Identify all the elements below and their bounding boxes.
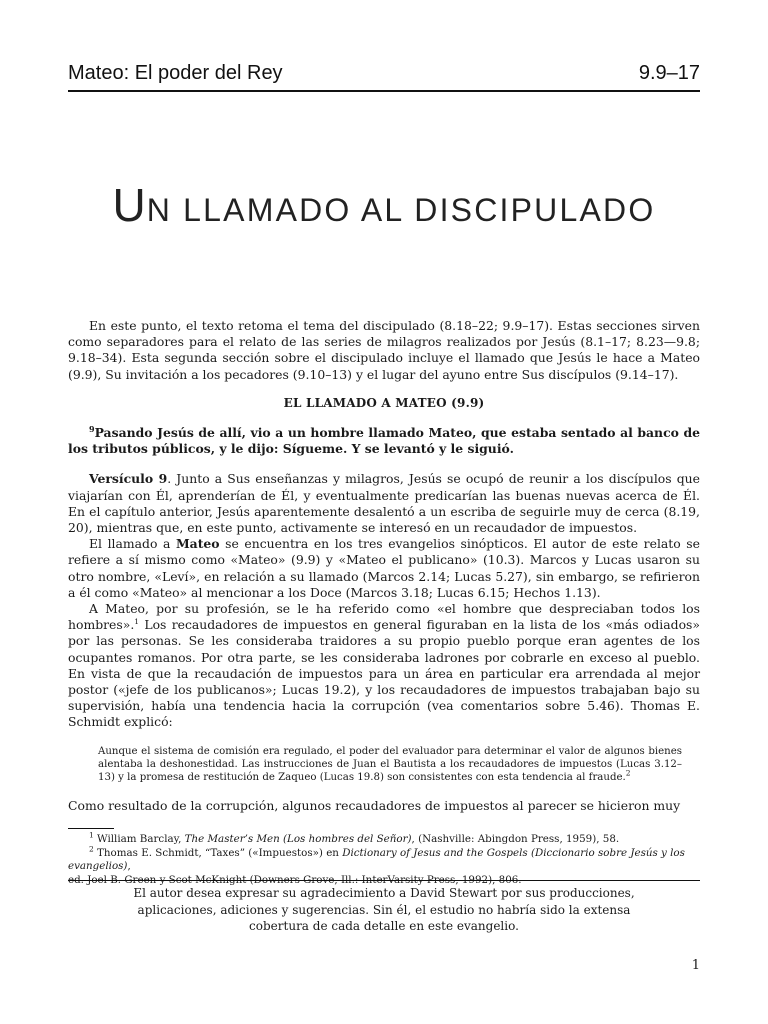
title-rest: N LLAMADO AL DISCIPULADO [146,192,656,228]
footnote-2-continued: ed. Joel B. Green y Scot McKnight (Downers Grove, Ill.: InterVarsity Press, 1992), 806. [68,873,522,886]
footnote-text: , (Nashville: Abingdon Press, 1959), 58. [411,833,620,845]
book-title: Mateo: El poder del Rey [68,62,283,84]
quote-text: Aunque el sistema de comisión era regulado, el poder del evaluador para determinar el valor de algunos bienes alentaba la deshonestidad. Las instrucciones de Juan el Bautista a los recaudadores de impuestos (Lucas 3.12–13) y la promesa de restitución de Zaqueo (Lucas 19.8) son consistentes con esta tendencia al fraude. [98,745,682,783]
paragraph-profession [68,601,700,731]
verse-number: 9 [89,423,95,434]
page-number: 1 [691,958,700,973]
footnote-text: Thomas E. Schmidt, “Taxes” («Impuestos») en [93,846,343,859]
footnote-title: The Master’s Men (Los hombres del Señor) [184,833,412,845]
scripture-verse [68,425,700,457]
footnote-mark: 2 [89,844,94,854]
paragraph-text: . Junto a Sus enseñanzas y milagros, Jesús se ocupó de reunir a los discípulos que viajarían con Él, aprenderían de Él, y eventualmente predicarían las buenas nuevas acerca de Él. En el capítulo anterior, Jesús aparentemente desalentó a un escriba de seguirle muy de cerca (8.19, 20), mientras que, en este punto, activamente se interesó en un recaudador de impuestos. [68,471,700,536]
verse-label: Versículo 9 [89,471,168,487]
acknowledgement-divider [68,880,700,881]
footnote-text: William Barclay, [93,833,185,845]
title-initial: U [112,179,147,231]
footnote-title: Dictionary of Jesus and the Gospels (Diccionario sobre Jesús y los evangelios) [68,846,685,872]
footnote-mark: 1 [89,830,94,840]
main-text [68,318,700,814]
footnotes [68,830,700,887]
acknowledgement-line: cobertura de cada detalle en este evangelio. [249,919,519,933]
chapter-title [0,178,768,232]
footnote-2 [68,844,700,874]
paragraph-text: Los recaudadores de impuestos en general figuraban en la lista de los «más odiados» por las personas. Se les consideraba traidores a su propio pueblo porque eran agentes de los ocupantes romanos. Por otra parte, se les consideraba ladrones por cobrarle en exceso al pueblo. En vista de que la recaudación de impuestos para un área en particular era arrendada al mejor postor («jefe de los publicanos»; Lucas 19.2), y los recaudadores de impuestos trabajaban bajo su supervisión, había una tendencia hacia la corrupción (vea comentarios sobre 5.46). Thomas E. Schmidt explicó: [68,617,700,730]
paragraph-text: A Mateo, por su profesión, se le ha referido como «el hombre que despreciaban todos los hombres». [68,601,700,633]
verse-text: Pasando Jesús de allí, vio a un hombre llamado Mateo, que estaba sentado al banco de los tributos públicos, y le dijo: Sígueme. Y se levantó y le siguió. [68,425,700,457]
continuing-paragraph: Como resultado de la corrupción, algunos recaudadores de impuestos al parecer se hicieron muy [68,797,681,813]
section-heading: EL LLAMADO A MATEO (9.9) [283,395,485,410]
acknowledgement-line: aplicaciones, adiciones y sugerencias. Sin él, el estudio no habría sido la extensa [137,902,631,917]
chapter-reference: 9.9–17 [638,62,700,84]
footnote-ref: 1 [134,617,140,627]
paragraph-text: El llamado a [89,536,176,552]
block-quote [98,745,682,784]
acknowledgement [68,885,700,935]
paragraph-verse-9 [68,471,700,536]
acknowledgement-line: El autor desea expresar su agradecimiento a David Stewart por sus producciones, [133,886,635,900]
intro-paragraph: En este punto, el texto retoma el tema del discipulado (8.18–22; 9.9–17). Estas secciones sirven como separadores para el relato de las series de milagros realizados por Jesús (8.1–17; 8.23—9.8; 9.18–34). Esta segunda sección sobre el discipulado incluye el llamado que Jesús le hace a Mateo (9.9), Su invitación a los pecadores (9.10–13) y el lugar del ayuno entre Sus discípulos (9.14–17). [68,318,700,382]
paragraph-mateo-name [68,536,700,601]
footnote-ref: 2 [625,768,631,778]
paragraph-text: se encuentra en los tres evangelios sinópticos. El autor de este relato se refiere a sí mismo como «Mateo» (9.9) y «Mateo el publicano» (10.3). Marcos y Lucas usaron su otro nombre, «Leví», en relación a su llamado (Marcos 2.14; Lucas 5.27), sin embargo, se refirieron a él como «Mateo» al mencionar a los Doce (Marcos 3.18; Lucas 6.15; Hechos 1.13). [68,536,700,600]
bold-name: Mateo [175,536,220,552]
footnote-1 [68,830,700,847]
footnote-text: , [127,860,131,872]
footnote-divider [68,828,114,829]
running-header [68,58,700,92]
